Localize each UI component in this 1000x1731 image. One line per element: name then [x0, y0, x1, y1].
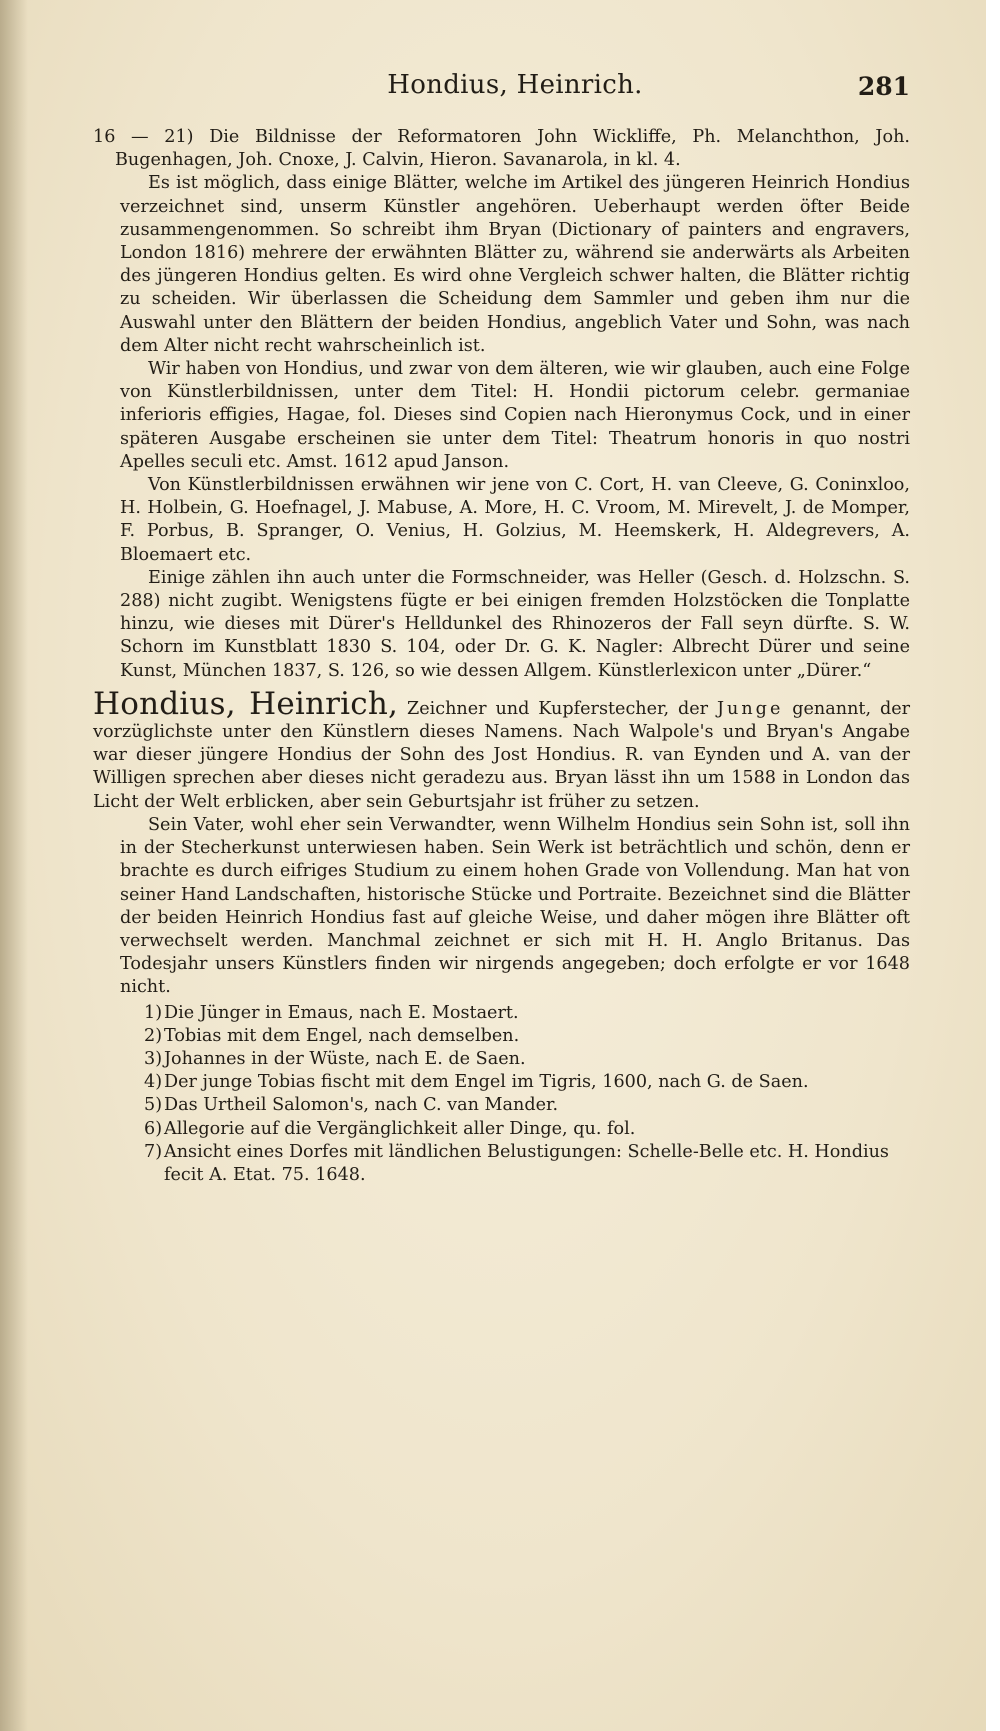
paragraph: Sein Vater, wohl eher sein Verwandter, wenn Wilhelm Hondius sein Sohn ist, soll ihn in der Stecherkunst unterwiesen haben. Sein Werk ist beträchtlich und schön, denn er brachte es durch eifriges Studium zu einem hohen Grade von Vollendung. Man hat von seiner Hand Landschaften, historische Stücke und Portraite. Bezeichnet sind die Blätter der beiden Heinrich Hondius fast auf gleiche Weise, und daher mögen ihre Blätter oft verwechselt werden. Manchmal zeichnet er sich mit H. H. Anglo Britanus. Das Todesjahr unsers Künstlers finden wir nirgends angegeben; doch erfolgte er vor 1648 nicht.: [120, 814, 910, 998]
entry-title: Hondius, Heinrich,: [93, 685, 399, 722]
entry-intro-text: Zeichner und Kupferstecher, der: [406, 698, 717, 719]
item-text: Tobias mit dem Engel, nach demselben.: [164, 1025, 520, 1046]
item-text: Das Urtheil Salomon's, nach C. van Mander.: [164, 1095, 559, 1116]
item-number: 5): [144, 1095, 163, 1116]
item-number: 6): [144, 1118, 163, 1139]
list-item: [144, 1025, 910, 1048]
item-number: 7): [144, 1141, 163, 1162]
body-text: [93, 126, 911, 1187]
work-item-16-21: 16 — 21) Die Bildnisse der Reformatoren John Wickliffe, Ph. Melanchthon, Joh. Bugenhagen, Joh. Cnoxe, J. Calvin, Hieron. Savanarola, in kl. 4.: [93, 127, 910, 171]
list-item: [144, 1118, 910, 1141]
running-head: Hondius, Heinrich.: [387, 70, 643, 100]
item-text: Ansicht eines Dorfes mit ländlichen Belustigungen: Schelle-Belle etc. H. Hondius fecit A. Etat. 75. 1648.: [164, 1141, 889, 1185]
list-item: [144, 1094, 910, 1117]
item-text: Die Jünger in Emaus, nach E. Mostaert.: [164, 1002, 519, 1023]
paragraph: Es ist möglich, dass einige Blätter, welche im Artikel des jüngeren Heinrich Hondius verzeichnet sind, unserm Künstler angehören. Ueberhaupt werden öfter Beide zusammengenommen. So schreibt ihm Bryan (Dictionary of painters and engravers, London 1816) mehrere der erwähnten Blätter zu, während sie anderwärts als Arbeiten des jüngeren Hondius gelten. Es wird ohne Vergleich schwer halten, die Blätter richtig zu scheiden. Wir überlassen die Scheidung dem Sammler und geben ihm nur die Auswahl unter den Blättern der beiden Hondius, angeblich Vater und Sohn, was nach dem Alter nicht recht wahrscheinlich ist.: [120, 173, 910, 356]
list-item: [144, 1048, 910, 1071]
list-item: [144, 1071, 910, 1094]
item-number: 4): [144, 1072, 163, 1093]
list-item: [144, 1002, 910, 1025]
page-header: [120, 70, 910, 110]
entry-intro-spaced: Junge: [716, 698, 784, 719]
paragraph: Einige zählen ihn auch unter die Formschneider, was Heller (Gesch. d. Holzschn. S. 288) nicht zugibt. Wenigstens fügte er bei einigen fremden Holzstöcken die Tonplatte hinzu, wie dieses mit Dürer's Helldunkel des Rhinozeros der Fall seyn dürfte. S. W. Schorn im Kunstblatt 1830 S. 104, oder Dr. G. K. Nagler: Albrecht Dürer und seine Kunst, München 1837, S. 126, so wie dessen Allgem. Künstlerlexicon unter „Dürer.“: [120, 567, 910, 681]
item-number: 2): [144, 1025, 163, 1046]
entry-intro: [93, 685, 911, 814]
item-number: 1): [144, 1002, 163, 1023]
paragraph: Wir haben von Hondius, und zwar von dem älteren, wie wir glauben, auch eine Folge von Künstlerbildnissen, unter dem Titel: H. Hondii pictorum celebr. germaniae inferioris effigies, Hagae, fol. Dieses sind Copien nach Hieronymus Cock, und in einer späteren Ausgabe erscheinen sie unter dem Titel: Theatrum honoris in quo nostri Apelles seculi etc. Amst. 1612 apud Janson.: [120, 359, 910, 472]
list-item: [144, 1141, 910, 1187]
entry-intro-text: genannt, der vorzüglichste unter den Künstlern dieses Namens. Nach Walpole's und Bryan's Angabe war dieser jüngere Hondius der Sohn des Jost Hondius. R. van Eynden und A. van der Willigen sprechen aber dieses nicht geradezu aus. Bryan lässt ihn um 1588 in London das Licht der Welt erblicken, aber sein Geburtsjahr ist früher zu setzen.: [93, 698, 911, 812]
item-text: Der junge Tobias fischt mit dem Engel im Tigris, 1600, nach G. de Saen.: [164, 1072, 809, 1093]
item-text: Johannes in der Wüste, nach E. de Saen.: [164, 1048, 526, 1069]
paragraph: Von Künstlerbildnissen erwähnen wir jene von C. Cort, H. van Cleeve, G. Coninxloo, H. Holbein, G. Hoefnagel, J. Mabuse, A. More, H. C. Vroom, M. Mirevelt, J. de Momper, F. Porbus, B. Spranger, O. Venius, H. Golzius, M. Heemskerk, H. Aldegrevers, A. Bloemaert etc.: [120, 475, 910, 565]
item-number: 3): [144, 1048, 163, 1069]
page-number: 281: [857, 72, 910, 101]
item-text: Allegorie auf die Vergänglichkeit aller Dinge, qu. fol.: [164, 1118, 636, 1139]
works-list: [120, 1002, 910, 1188]
